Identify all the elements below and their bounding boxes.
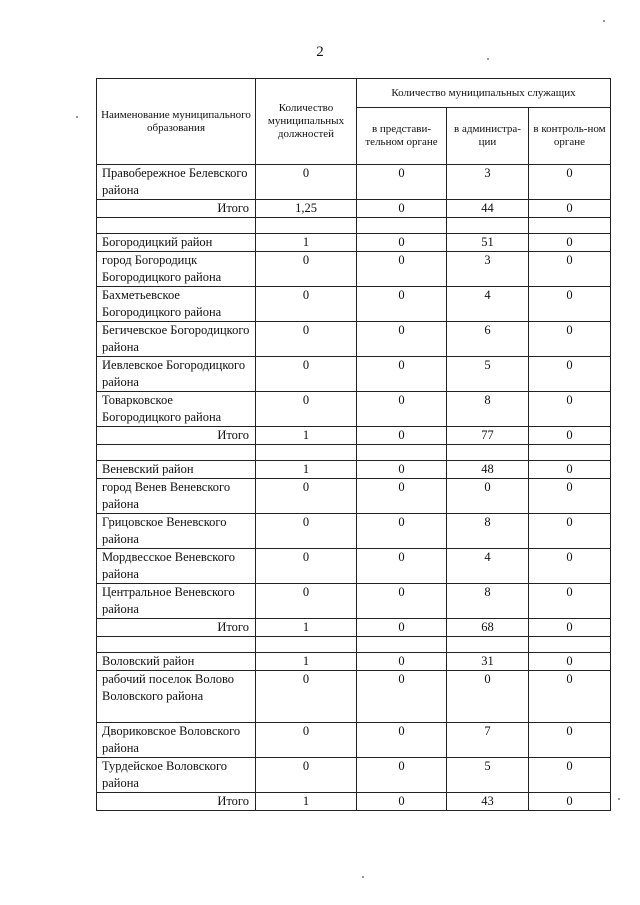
table-row bbox=[97, 287, 611, 322]
positions-count: 0 bbox=[256, 549, 357, 584]
empty-cell bbox=[447, 218, 529, 234]
representative-count: 0 bbox=[357, 357, 447, 392]
positions-count: 0 bbox=[256, 479, 357, 514]
municipality-name: Веневский район bbox=[97, 461, 256, 479]
total-row bbox=[97, 200, 611, 218]
table-row bbox=[97, 252, 611, 287]
representative-count: 0 bbox=[357, 427, 447, 445]
table-row bbox=[97, 549, 611, 584]
control-count: 0 bbox=[529, 549, 611, 584]
control-count: 0 bbox=[529, 793, 611, 811]
representative-count: 0 bbox=[357, 584, 447, 619]
scan-speck bbox=[76, 116, 78, 118]
administration-count: 8 bbox=[447, 584, 529, 619]
representative-count: 0 bbox=[357, 479, 447, 514]
representative-count: 0 bbox=[357, 234, 447, 252]
positions-count: 0 bbox=[256, 357, 357, 392]
control-count: 0 bbox=[529, 461, 611, 479]
positions-count: 1 bbox=[256, 653, 357, 671]
municipality-name: Мордвесское Веневского района bbox=[97, 549, 256, 584]
representative-count: 0 bbox=[357, 392, 447, 427]
positions-count: 1 bbox=[256, 793, 357, 811]
administration-count: 0 bbox=[447, 479, 529, 514]
administration-count: 44 bbox=[447, 200, 529, 218]
control-count: 0 bbox=[529, 427, 611, 445]
control-count: 0 bbox=[529, 287, 611, 322]
control-count: 0 bbox=[529, 392, 611, 427]
table-row bbox=[97, 723, 611, 758]
positions-count: 1 bbox=[256, 427, 357, 445]
table-row bbox=[97, 357, 611, 392]
control-count: 0 bbox=[529, 165, 611, 200]
spacer-row bbox=[97, 218, 611, 234]
empty-cell bbox=[447, 637, 529, 653]
municipality-name: Грицовское Веневского района bbox=[97, 514, 256, 549]
scan-speck bbox=[362, 876, 364, 878]
control-count: 0 bbox=[529, 758, 611, 793]
control-count: 0 bbox=[529, 514, 611, 549]
positions-count: 1 bbox=[256, 619, 357, 637]
representative-count: 0 bbox=[357, 322, 447, 357]
table-row bbox=[97, 479, 611, 514]
table-row bbox=[97, 584, 611, 619]
control-count: 0 bbox=[529, 653, 611, 671]
administration-count: 0 bbox=[447, 671, 529, 723]
municipality-name: Центральное Веневского района bbox=[97, 584, 256, 619]
control-count: 0 bbox=[529, 619, 611, 637]
header-name: Наименование муниципального образования bbox=[97, 79, 256, 165]
empty-cell bbox=[97, 218, 256, 234]
total-row bbox=[97, 793, 611, 811]
empty-cell bbox=[529, 445, 611, 461]
representative-count: 0 bbox=[357, 619, 447, 637]
empty-cell bbox=[97, 445, 256, 461]
empty-cell bbox=[529, 218, 611, 234]
spacer-row bbox=[97, 445, 611, 461]
header-servants: Количество муниципальных служащих bbox=[357, 79, 611, 108]
municipality-name: Богородицкий район bbox=[97, 234, 256, 252]
table-row bbox=[97, 461, 611, 479]
table-row bbox=[97, 514, 611, 549]
administration-count: 43 bbox=[447, 793, 529, 811]
representative-count: 0 bbox=[357, 793, 447, 811]
administration-count: 68 bbox=[447, 619, 529, 637]
administration-count: 4 bbox=[447, 549, 529, 584]
table-row bbox=[97, 165, 611, 200]
municipality-name: город Богородицк Богородицкого района bbox=[97, 252, 256, 287]
empty-cell bbox=[256, 445, 357, 461]
total-label: Итого bbox=[97, 619, 256, 637]
control-count: 0 bbox=[529, 322, 611, 357]
control-count: 0 bbox=[529, 671, 611, 723]
positions-count: 0 bbox=[256, 322, 357, 357]
table-row bbox=[97, 671, 611, 723]
header-administration: в администра-ции bbox=[447, 108, 529, 165]
control-count: 0 bbox=[529, 234, 611, 252]
scan-speck bbox=[603, 20, 605, 22]
empty-cell bbox=[97, 637, 256, 653]
positions-count: 0 bbox=[256, 165, 357, 200]
table-body bbox=[97, 165, 611, 811]
administration-count: 48 bbox=[447, 461, 529, 479]
header-control: в контроль-ном органе bbox=[529, 108, 611, 165]
table-row bbox=[97, 392, 611, 427]
empty-cell bbox=[447, 445, 529, 461]
municipality-name: Правобережное Белевского района bbox=[97, 165, 256, 200]
representative-count: 0 bbox=[357, 287, 447, 322]
positions-count: 0 bbox=[256, 392, 357, 427]
administration-count: 6 bbox=[447, 322, 529, 357]
empty-cell bbox=[256, 637, 357, 653]
empty-cell bbox=[357, 445, 447, 461]
municipality-name: Иевлевское Богородицкого района bbox=[97, 357, 256, 392]
control-count: 0 bbox=[529, 479, 611, 514]
representative-count: 0 bbox=[357, 549, 447, 584]
representative-count: 0 bbox=[357, 514, 447, 549]
scan-speck bbox=[618, 798, 620, 800]
administration-count: 5 bbox=[447, 357, 529, 392]
total-row bbox=[97, 427, 611, 445]
header-representative: в представи-тельном органе bbox=[357, 108, 447, 165]
representative-count: 0 bbox=[357, 758, 447, 793]
positions-count: 0 bbox=[256, 584, 357, 619]
administration-count: 77 bbox=[447, 427, 529, 445]
municipality-name: Бегичевское Богородицкого района bbox=[97, 322, 256, 357]
administration-count: 5 bbox=[447, 758, 529, 793]
positions-count: 0 bbox=[256, 758, 357, 793]
page-number: 2 bbox=[316, 44, 324, 60]
table-row bbox=[97, 322, 611, 357]
municipality-name: город Венев Веневского района bbox=[97, 479, 256, 514]
positions-count: 1,25 bbox=[256, 200, 357, 218]
municipal-staff-table bbox=[96, 78, 611, 811]
control-count: 0 bbox=[529, 584, 611, 619]
total-label: Итого bbox=[97, 793, 256, 811]
total-label: Итого bbox=[97, 427, 256, 445]
municipality-name: Турдейское Воловского района bbox=[97, 758, 256, 793]
table-row bbox=[97, 234, 611, 252]
table-row bbox=[97, 653, 611, 671]
representative-count: 0 bbox=[357, 461, 447, 479]
representative-count: 0 bbox=[357, 671, 447, 723]
positions-count: 0 bbox=[256, 671, 357, 723]
administration-count: 3 bbox=[447, 165, 529, 200]
administration-count: 4 bbox=[447, 287, 529, 322]
municipality-name: Товарковское Богородицкого района bbox=[97, 392, 256, 427]
empty-cell bbox=[357, 637, 447, 653]
municipality-name: рабочий поселок Волово Воловского района bbox=[97, 671, 256, 723]
municipality-name: Двориковское Воловского района bbox=[97, 723, 256, 758]
scan-speck bbox=[487, 58, 489, 60]
total-row bbox=[97, 619, 611, 637]
positions-count: 0 bbox=[256, 252, 357, 287]
header-positions: Количество муниципальных должностей bbox=[256, 79, 357, 165]
empty-cell bbox=[256, 218, 357, 234]
table-row bbox=[97, 758, 611, 793]
control-count: 0 bbox=[529, 200, 611, 218]
positions-count: 1 bbox=[256, 461, 357, 479]
administration-count: 51 bbox=[447, 234, 529, 252]
control-count: 0 bbox=[529, 723, 611, 758]
total-label: Итого bbox=[97, 200, 256, 218]
positions-count: 1 bbox=[256, 234, 357, 252]
administration-count: 8 bbox=[447, 392, 529, 427]
municipality-name: Бахметьевское Богородицкого района bbox=[97, 287, 256, 322]
empty-cell bbox=[529, 637, 611, 653]
representative-count: 0 bbox=[357, 165, 447, 200]
representative-count: 0 bbox=[357, 252, 447, 287]
representative-count: 0 bbox=[357, 653, 447, 671]
positions-count: 0 bbox=[256, 723, 357, 758]
representative-count: 0 bbox=[357, 200, 447, 218]
spacer-row bbox=[97, 637, 611, 653]
positions-count: 0 bbox=[256, 287, 357, 322]
control-count: 0 bbox=[529, 357, 611, 392]
municipality-name: Воловский район bbox=[97, 653, 256, 671]
administration-count: 3 bbox=[447, 252, 529, 287]
administration-count: 31 bbox=[447, 653, 529, 671]
control-count: 0 bbox=[529, 252, 611, 287]
administration-count: 7 bbox=[447, 723, 529, 758]
empty-cell bbox=[357, 218, 447, 234]
positions-count: 0 bbox=[256, 514, 357, 549]
representative-count: 0 bbox=[357, 723, 447, 758]
administration-count: 8 bbox=[447, 514, 529, 549]
